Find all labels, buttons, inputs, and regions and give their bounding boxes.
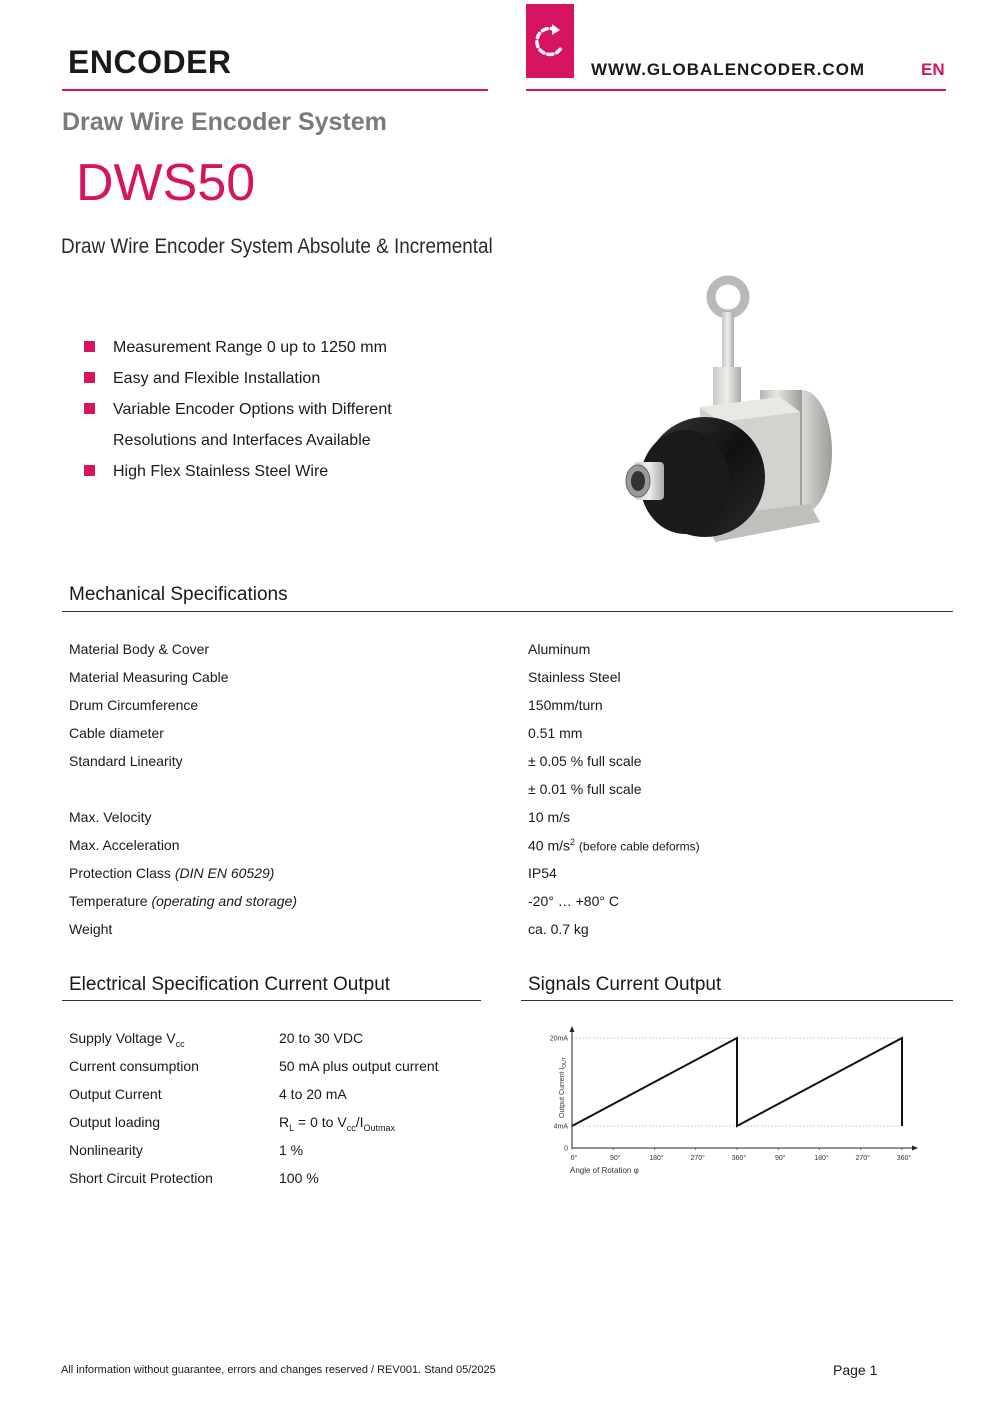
language-code[interactable]: EN [921, 60, 945, 79]
y-tick-label: 0 [564, 1145, 568, 1153]
spec-value: 100 % [279, 1170, 319, 1186]
x-tick-label: 270° [855, 1155, 870, 1162]
spec-label: Max. Acceleration [69, 837, 180, 853]
spec-value: ± 0.05 % full scale [528, 753, 642, 769]
x-axis-arrow [912, 1146, 918, 1151]
y-tick-label: 20mA [549, 1035, 568, 1043]
header-rule-right [526, 89, 946, 91]
chart-series [572, 1038, 902, 1126]
x-axis-label: Angle of Rotation φ [570, 1166, 639, 1175]
website-url[interactable]: WWW.GLOBALENCODER.COM [591, 60, 866, 79]
spec-value: 50 mA plus output current [279, 1058, 439, 1074]
x-tick-label: 360° [896, 1155, 912, 1162]
x-tick-label: 0° [570, 1155, 578, 1162]
feature-item: High Flex Stainless Steel Wire [84, 460, 392, 491]
x-tick-label: 270° [690, 1155, 705, 1162]
spec-value: $R_L = 0$ to $V_{cc}/I_{Outmax}$ [279, 1114, 395, 1133]
spec-value: Stainless Steel [528, 669, 621, 685]
x-tick-label: 180° [649, 1155, 664, 1162]
bullet-square-icon [84, 465, 95, 476]
feature-item: Measurement Range 0 up to 1250 mm [84, 336, 392, 367]
spec-value: 20 to 30 VDC [279, 1030, 364, 1046]
x-tick-label: 360° [731, 1155, 747, 1162]
section-rule [521, 1000, 953, 1001]
brand-title: ENCODER [68, 44, 232, 80]
feature-item: Easy and Flexible Installation [84, 367, 392, 398]
sawtooth-series-line [572, 1038, 902, 1126]
encoder-logo-icon [526, 4, 574, 78]
spec-value: 0.51 mm [528, 725, 583, 741]
y-axis-label: Output Current $I_{OUT}$ [559, 1057, 568, 1118]
spec-value: 40 $m/s^2$ (before cable deforms) [528, 837, 700, 854]
spec-label: Cable diameter [69, 725, 164, 741]
signal-chart [540, 1020, 930, 1180]
spec-value: Aluminum [528, 641, 591, 657]
section-title-mechanical: Mechanical Specifications [69, 584, 288, 605]
spec-label: Output loading [69, 1114, 161, 1130]
feature-list [84, 336, 392, 491]
x-tick-label: 90° [609, 1155, 621, 1162]
product-subtitle: Draw Wire Encoder System Absolute & Incremental [61, 235, 493, 258]
spec-value: ± 0.01 % full scale [528, 781, 642, 797]
spec-value: 10 m/s [528, 809, 571, 825]
spec-label: Output Current [69, 1086, 162, 1102]
section-rule [62, 1000, 481, 1001]
spec-label: Material Measuring Cable [69, 669, 229, 685]
spec-label: Temperature (operating and storage) [69, 893, 298, 909]
feature-item: Variable Encoder Options with Different [84, 398, 392, 429]
section-title-electrical: Electrical Specification Current Output [69, 974, 391, 995]
spec-label: Current consumption [69, 1058, 199, 1074]
spec-value: 1 % [279, 1142, 304, 1158]
section-rule [62, 611, 953, 612]
page-number: Page 1 [833, 1362, 878, 1378]
spec-value: 150mm/turn [528, 697, 603, 713]
spec-value: 4 to 20 mA [279, 1086, 347, 1102]
spec-label: Max. Velocity [69, 809, 152, 825]
spec-label: Weight [69, 921, 113, 937]
spec-value: ca. 0.7 kg [528, 921, 589, 937]
header-rule-left [62, 89, 488, 91]
chart-axes [570, 1026, 919, 1151]
spec-label: Protection Class (DIN EN 60529) [69, 865, 275, 881]
x-tick-label: 90° [774, 1155, 786, 1162]
section-title-signals: Signals Current Output [528, 974, 722, 995]
chart-tick-labels [550, 1036, 912, 1163]
spec-value: IP54 [528, 865, 557, 881]
x-tick-label: 180° [814, 1155, 829, 1162]
product-family: Draw Wire Encoder System [62, 108, 387, 136]
y-axis-arrow [570, 1026, 575, 1032]
product-photo [610, 272, 840, 562]
spec-label: Supply Voltage $V_{cc}$ [69, 1030, 185, 1049]
logo [526, 4, 574, 78]
bullet-square-icon [84, 403, 95, 414]
spec-label: Material Body & Cover [69, 641, 210, 657]
feature-item-continued: Resolutions and Interfaces Available [113, 432, 371, 449]
y-tick-label: 4mA [553, 1123, 568, 1131]
spec-label: Short Circuit Protection [69, 1170, 213, 1186]
spec-label: Nonlinearity [69, 1142, 143, 1158]
bullet-square-icon [84, 372, 95, 383]
spec-value: -20° … +80° C [528, 893, 619, 909]
spec-label: Drum Circumference [69, 697, 199, 713]
product-model: DWS50 [76, 154, 256, 212]
bullet-square-icon [84, 341, 95, 352]
footer-disclaimer: All information without guarantee, errors and changes reserved / REV001. Stand 05/2025 [61, 1364, 496, 1376]
spec-label: Standard Linearity [69, 753, 183, 769]
